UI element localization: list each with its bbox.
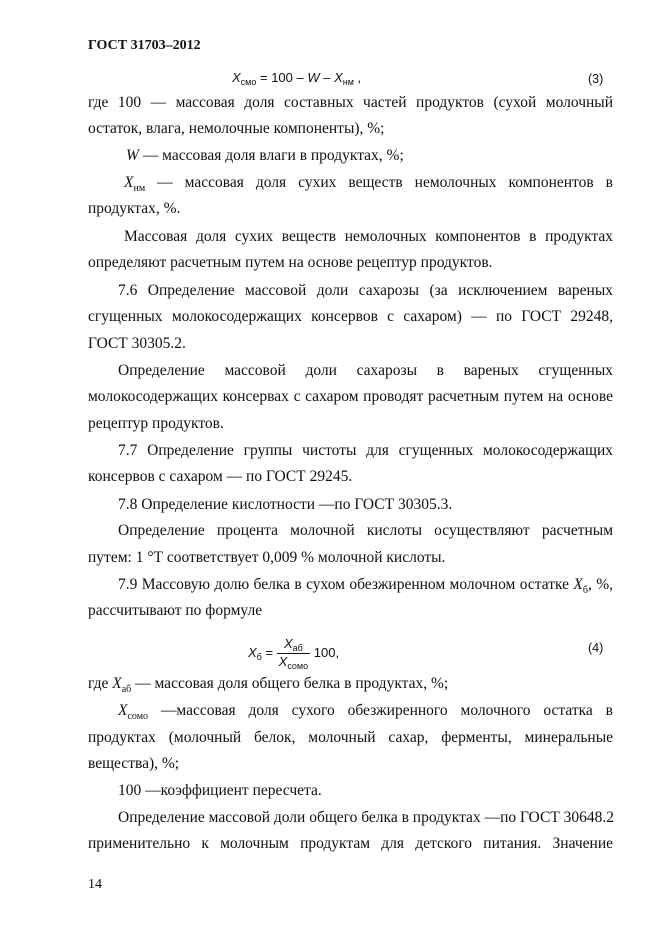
formula-3 [232, 70, 361, 87]
formula-4-tail: 100, [310, 644, 340, 660]
paragraph-line: консервов с сахаром — по ГОСТ 29245. [88, 468, 353, 485]
paragraph-line: остаток, влага, немолочные компоненты), %; [88, 120, 385, 137]
paragraph-line: определяют расчетным путем на основе рецептур продуктов. [88, 254, 493, 271]
formula-4-lhs-sub: б [256, 651, 262, 662]
line-text: , %, [587, 576, 613, 593]
paragraph-line: где 100 — массовая доля составных частей продуктов (сухой молочный [88, 94, 613, 111]
formula-3-sub-smo: смо [240, 77, 257, 87]
formula-3-var-x: X [232, 70, 241, 85]
paragraph-line: вещества), %; [88, 755, 180, 772]
formula-3-tail: , [353, 70, 362, 85]
formula-4-lhs-var: X [248, 644, 257, 660]
paragraph-line [124, 173, 613, 199]
sub-ab: аб [121, 684, 132, 696]
paragraph-line: продуктах, %. [88, 200, 181, 217]
formula-4-den-var: X [278, 654, 288, 669]
paragraph-line: рецептур продуктов. [88, 415, 224, 432]
var-x: X [573, 576, 583, 593]
paragraph-line: молокосодержащих консервах с сахаром проводят расчетным путем на основе [88, 388, 613, 405]
paragraph-line: Определение массовой доли общего белка в продуктах —по ГОСТ 30648.2 [118, 809, 614, 826]
var-x: X [124, 174, 134, 191]
paragraph-line: 100 —коэффициент пересчета. [118, 782, 322, 799]
sub-nm: нм [133, 183, 146, 195]
paragraph-line: путем: 1 °Т соответствует 0,009 % молочной кислоты. [88, 549, 446, 566]
formula-4-numerator [277, 636, 310, 654]
paragraph-line: Массовая доля сухих веществ немолочных компонентов в продуктах [124, 228, 613, 245]
formula-4 [248, 636, 339, 671]
equation-number-4: (4) [588, 641, 604, 655]
formula-3-var-x2: X [334, 70, 343, 85]
formula-3-eq: = 100 – [256, 70, 308, 85]
paragraph-line: применительно к молочным продуктам для детского питания. Значение [88, 835, 613, 852]
page-number: 14 [88, 877, 102, 892]
paragraph-line: 7.8 Определение кислотности —по ГОСТ 30305.3. [118, 496, 453, 513]
formula-4-eq: = [261, 644, 277, 660]
paragraph-line [88, 674, 613, 700]
line-text: — массовая доля сухих веществ немолочных компонентов в [145, 174, 613, 191]
paragraph-line: 7.6 Определение массовой доли сахарозы (за исключением вареных [118, 282, 613, 299]
line-text: — массовая доля влаги в продуктах, %; [138, 147, 404, 164]
line-text: где [88, 675, 113, 692]
formula-4-denominator [277, 654, 310, 671]
formula-3-var-w: W [307, 70, 320, 85]
sub-somo: сомо [127, 711, 149, 723]
paragraph-line: продуктах (молочный белок, молочный сахар, ферменты, минеральные [88, 729, 613, 746]
var-x: X [118, 702, 128, 719]
paragraph-line [126, 146, 404, 166]
paragraph-line: 7.7 Определение группы чистоты для сгущенных молокосодержащих [118, 442, 613, 459]
formula-3-sub-nm: нм [342, 77, 354, 87]
paragraph-line: рассчитывают по формуле [88, 602, 263, 619]
paragraph-line: сгущенных молокосодержащих консервов с сахаром) — по ГОСТ 29248, [88, 308, 613, 325]
paragraph-line [118, 575, 613, 601]
equation-number-3: (3) [588, 72, 604, 86]
formula-4-fraction [277, 636, 310, 671]
sub-b: б [582, 585, 588, 597]
formula-4-num-sub: аб [292, 643, 303, 653]
line-text: — массовая доля общего белка в продуктах, %; [131, 675, 449, 692]
var-w: W [126, 147, 139, 164]
formula-3-minus: – [319, 70, 335, 85]
paragraph-line: Определение процента молочной кислоты осуществляют расчетным [118, 522, 613, 539]
document-header: ГОСТ 31703–2012 [88, 38, 201, 53]
formula-4-num-var: X [283, 636, 293, 651]
paragraph-line: ГОСТ 30305.2. [88, 335, 186, 352]
paragraph-line: Определение массовой доли сахарозы в вареных сгущенных [118, 362, 613, 379]
formula-4-den-sub: сомо [287, 661, 309, 671]
paragraph-line [118, 701, 613, 727]
line-text: —массовая доля сухого обезжиренного молочного остатка в [148, 702, 613, 719]
var-x: X [112, 675, 122, 692]
line-text: 7.9 Массовую долю белка в сухом обезжиренном молочном остатке [118, 576, 574, 593]
